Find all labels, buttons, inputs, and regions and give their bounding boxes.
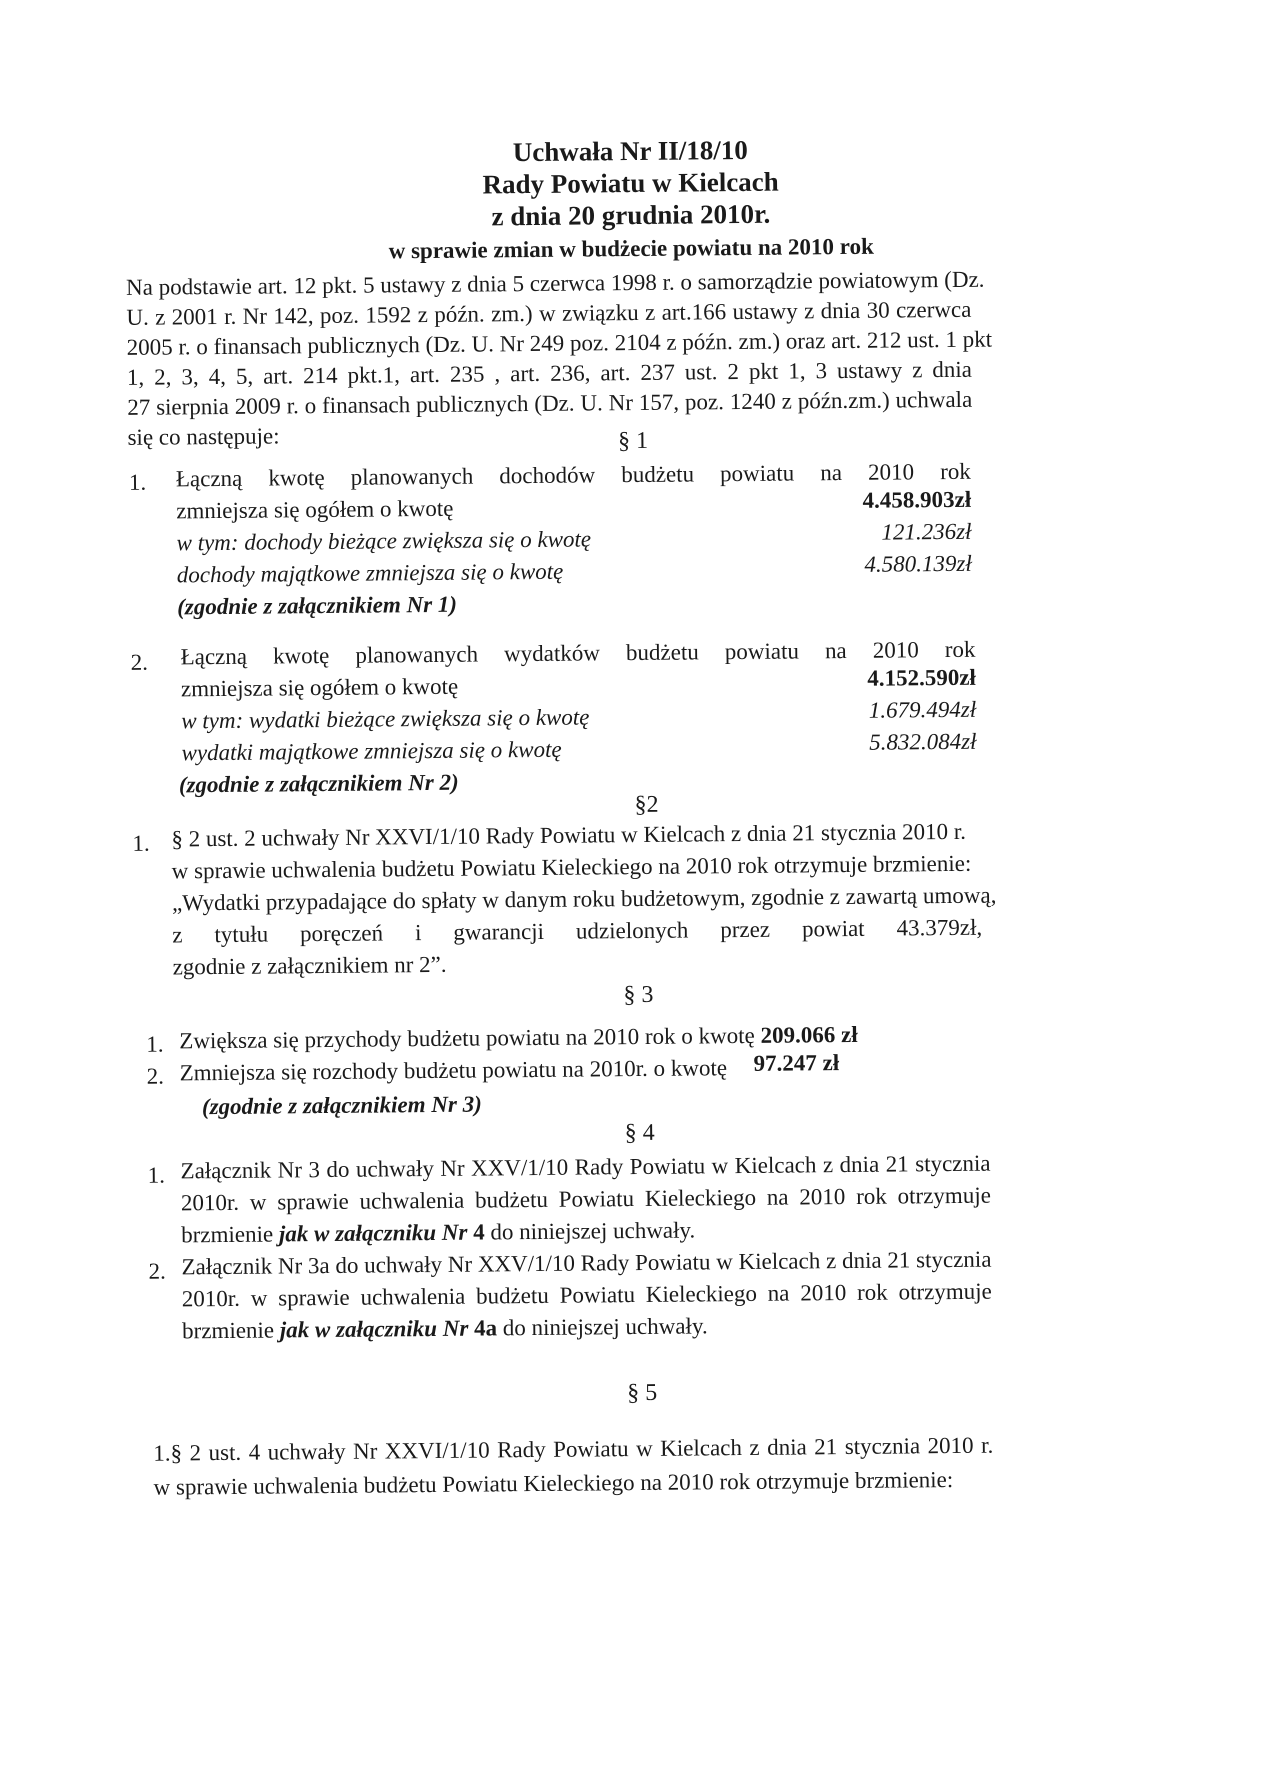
section-4-line: Załącznik Nr 3a do uchwały Nr XXV/1/10 Rady Powiatu w Kielcach z dnia 21 stycznia [181, 1246, 992, 1280]
expense-reduction-label: zmniejsza się ogółem o kwotę [180, 673, 459, 702]
section-1-title: § 1 [617, 427, 649, 455]
section-5-line: 1.§ 2 ust. 4 uchwały Nr XXVI/1/10 Rady Powiatu w Kielcach z dnia 21 stycznia 2010 r. [153, 1432, 994, 1466]
section-5-line: w sprawie uchwalenia budżetu Powiatu Kieleckiego na 2010 rok otrzymuje brzmienie: [153, 1467, 954, 1500]
item-number: 1. [147, 1162, 165, 1188]
section-4-line: brzmienie jak w załączniku Nr 4a do niniejszej uchwały. [181, 1313, 708, 1344]
section-5-title: § 5 [627, 1379, 658, 1407]
section-2-line: zgodnie z załącznikiem nr 2”. [172, 951, 447, 980]
income-reduction-label: zmniejsza się ogółem o kwotę [176, 495, 454, 524]
capital-expense-label: wydatki majątkowe zmniejsza się o kwotę [181, 736, 562, 766]
section-4-line: 2010r. w sprawie uchwalenia budżetu Powiatu Kieleckiego na 2010 rok otrzymuje [181, 1278, 992, 1312]
section-2-title: §2 [634, 791, 659, 819]
outflow-reduction-value: 97.247 zł [753, 1050, 840, 1076]
section-2-quote: „Wydatki przypadające do spłaty w danym roku budżetowym, zgodnie z zawartą umową, [171, 882, 997, 916]
section-4-title: § 4 [624, 1119, 655, 1147]
section-4-line: Załącznik Nr 3 do uchwały Nr XXV/1/10 Rady Powiatu w Kielcach z dnia 21 stycznia [180, 1150, 991, 1184]
current-expense-label: w tym: wydatki bieżące zwiększa się o kwotę [181, 704, 590, 734]
current-expense-value: 1.679.494zł [868, 696, 977, 723]
attachment-note-2: (zgodnie z załącznikiem Nr 2) [178, 769, 459, 798]
item-number: 2. [146, 1063, 165, 1089]
capital-income-label: dochody majątkowe zmniejsza się o kwotę [176, 558, 564, 588]
revenue-increase-value: 209.066 zł [760, 1021, 858, 1048]
resolution-number: Uchwała Nr II/18/10 [512, 134, 748, 168]
section-1-item-1-line: Łączną kwotę planowanych dochodów budżetu powiatu na 2010 rok [175, 458, 971, 492]
item-number: 1. [146, 1031, 164, 1057]
section-2-line: w sprawie uchwalenia budżetu Powiatu Kieleckiego na 2010 rok otrzymuje brzmienie: [171, 850, 972, 884]
expense-reduction-total: 4.152.590zł [867, 664, 976, 691]
item-number: 2. [148, 1258, 166, 1284]
preamble-line: 27 sierpnia 2009 r. o finansach publicznych (Dz. U. Nr 157, poz. 1240 z późn.zm.) uchwala [127, 386, 973, 420]
preamble-line: 1, 2, 3, 4, 5, art. 214 pkt.1, art. 235 , art. 236, art. 237 ust. 2 pkt 1, 3 ustawy z dnia [126, 356, 973, 390]
revenue-increase-line: Zwiększa się przychody budżetu powiatu na 2010 rok o kwotę 209.066 zł [179, 1021, 858, 1054]
income-reduction-total: 4.458.903zł [862, 486, 972, 513]
attachment-note-3: (zgodnie z załącznikiem Nr 3) [201, 1091, 482, 1120]
preamble-line: U. z 2001 r. Nr 142, poz. 1592 z późn. zm.) w związku z art.166 ustawy z dnia 30 czerwca [126, 296, 972, 330]
section-2-line: § 2 ust. 2 uchwały Nr XXVI/1/10 Rady Powiatu w Kielcach z dnia 21 stycznia 2010 r. [171, 818, 967, 852]
preamble-line: się co następuje: [127, 423, 280, 450]
current-income-label: w tym: dochody bieżące zwiększa się o kwotę [176, 526, 592, 556]
item-number: 1. [132, 830, 150, 856]
council-name: Rady Powiatu w Kielcach [482, 166, 779, 200]
attachment-note-1: (zgodnie z załącznikiem Nr 1) [177, 591, 458, 620]
section-4-line: brzmienie jak w załączniku Nr 4 do niniejszej uchwały. [181, 1217, 696, 1248]
capital-expense-value: 5.832.084zł [869, 728, 977, 755]
resolution-subject: w sprawie zmian w budżecie powiatu na 2010 rok [388, 233, 874, 264]
section-4-line: 2010r. w sprawie uchwalenia budżetu Powiatu Kieleckiego na 2010 rok otrzymuje [180, 1182, 991, 1216]
preamble-line: 2005 r. o finansach publicznych (Dz. U. Nr 249 poz. 2104 z późn. zm.) oraz art. 212 ust. 1 pkt [126, 326, 993, 360]
preamble-line: Na podstawie art. 12 pkt. 5 ustawy z dnia 5 czerwca 1998 r. o samorządzie powiatowym (Dz. [125, 266, 985, 300]
item-number: 1. [128, 469, 147, 495]
current-income-value: 121.236zł [881, 518, 972, 545]
resolution-date: z dnia 20 grudnia 2010r. [491, 198, 771, 232]
section-1-item-2-line: Łączną kwotę planowanych wydatków budżetu powiatu na 2010 rok [180, 636, 976, 670]
section-2-quote-line: z tytułu poręczeń i gwarancji udzielonych przez powiat 43.379zł, [172, 914, 983, 948]
item-number: 2. [130, 649, 149, 675]
section-3-title: § 3 [623, 981, 654, 1009]
capital-income-value: 4.580.139zł [864, 550, 972, 577]
outflow-reduction-line: Zmniejsza się rozchody budżetu powiatu na 2010r. o kwotę [179, 1055, 728, 1086]
